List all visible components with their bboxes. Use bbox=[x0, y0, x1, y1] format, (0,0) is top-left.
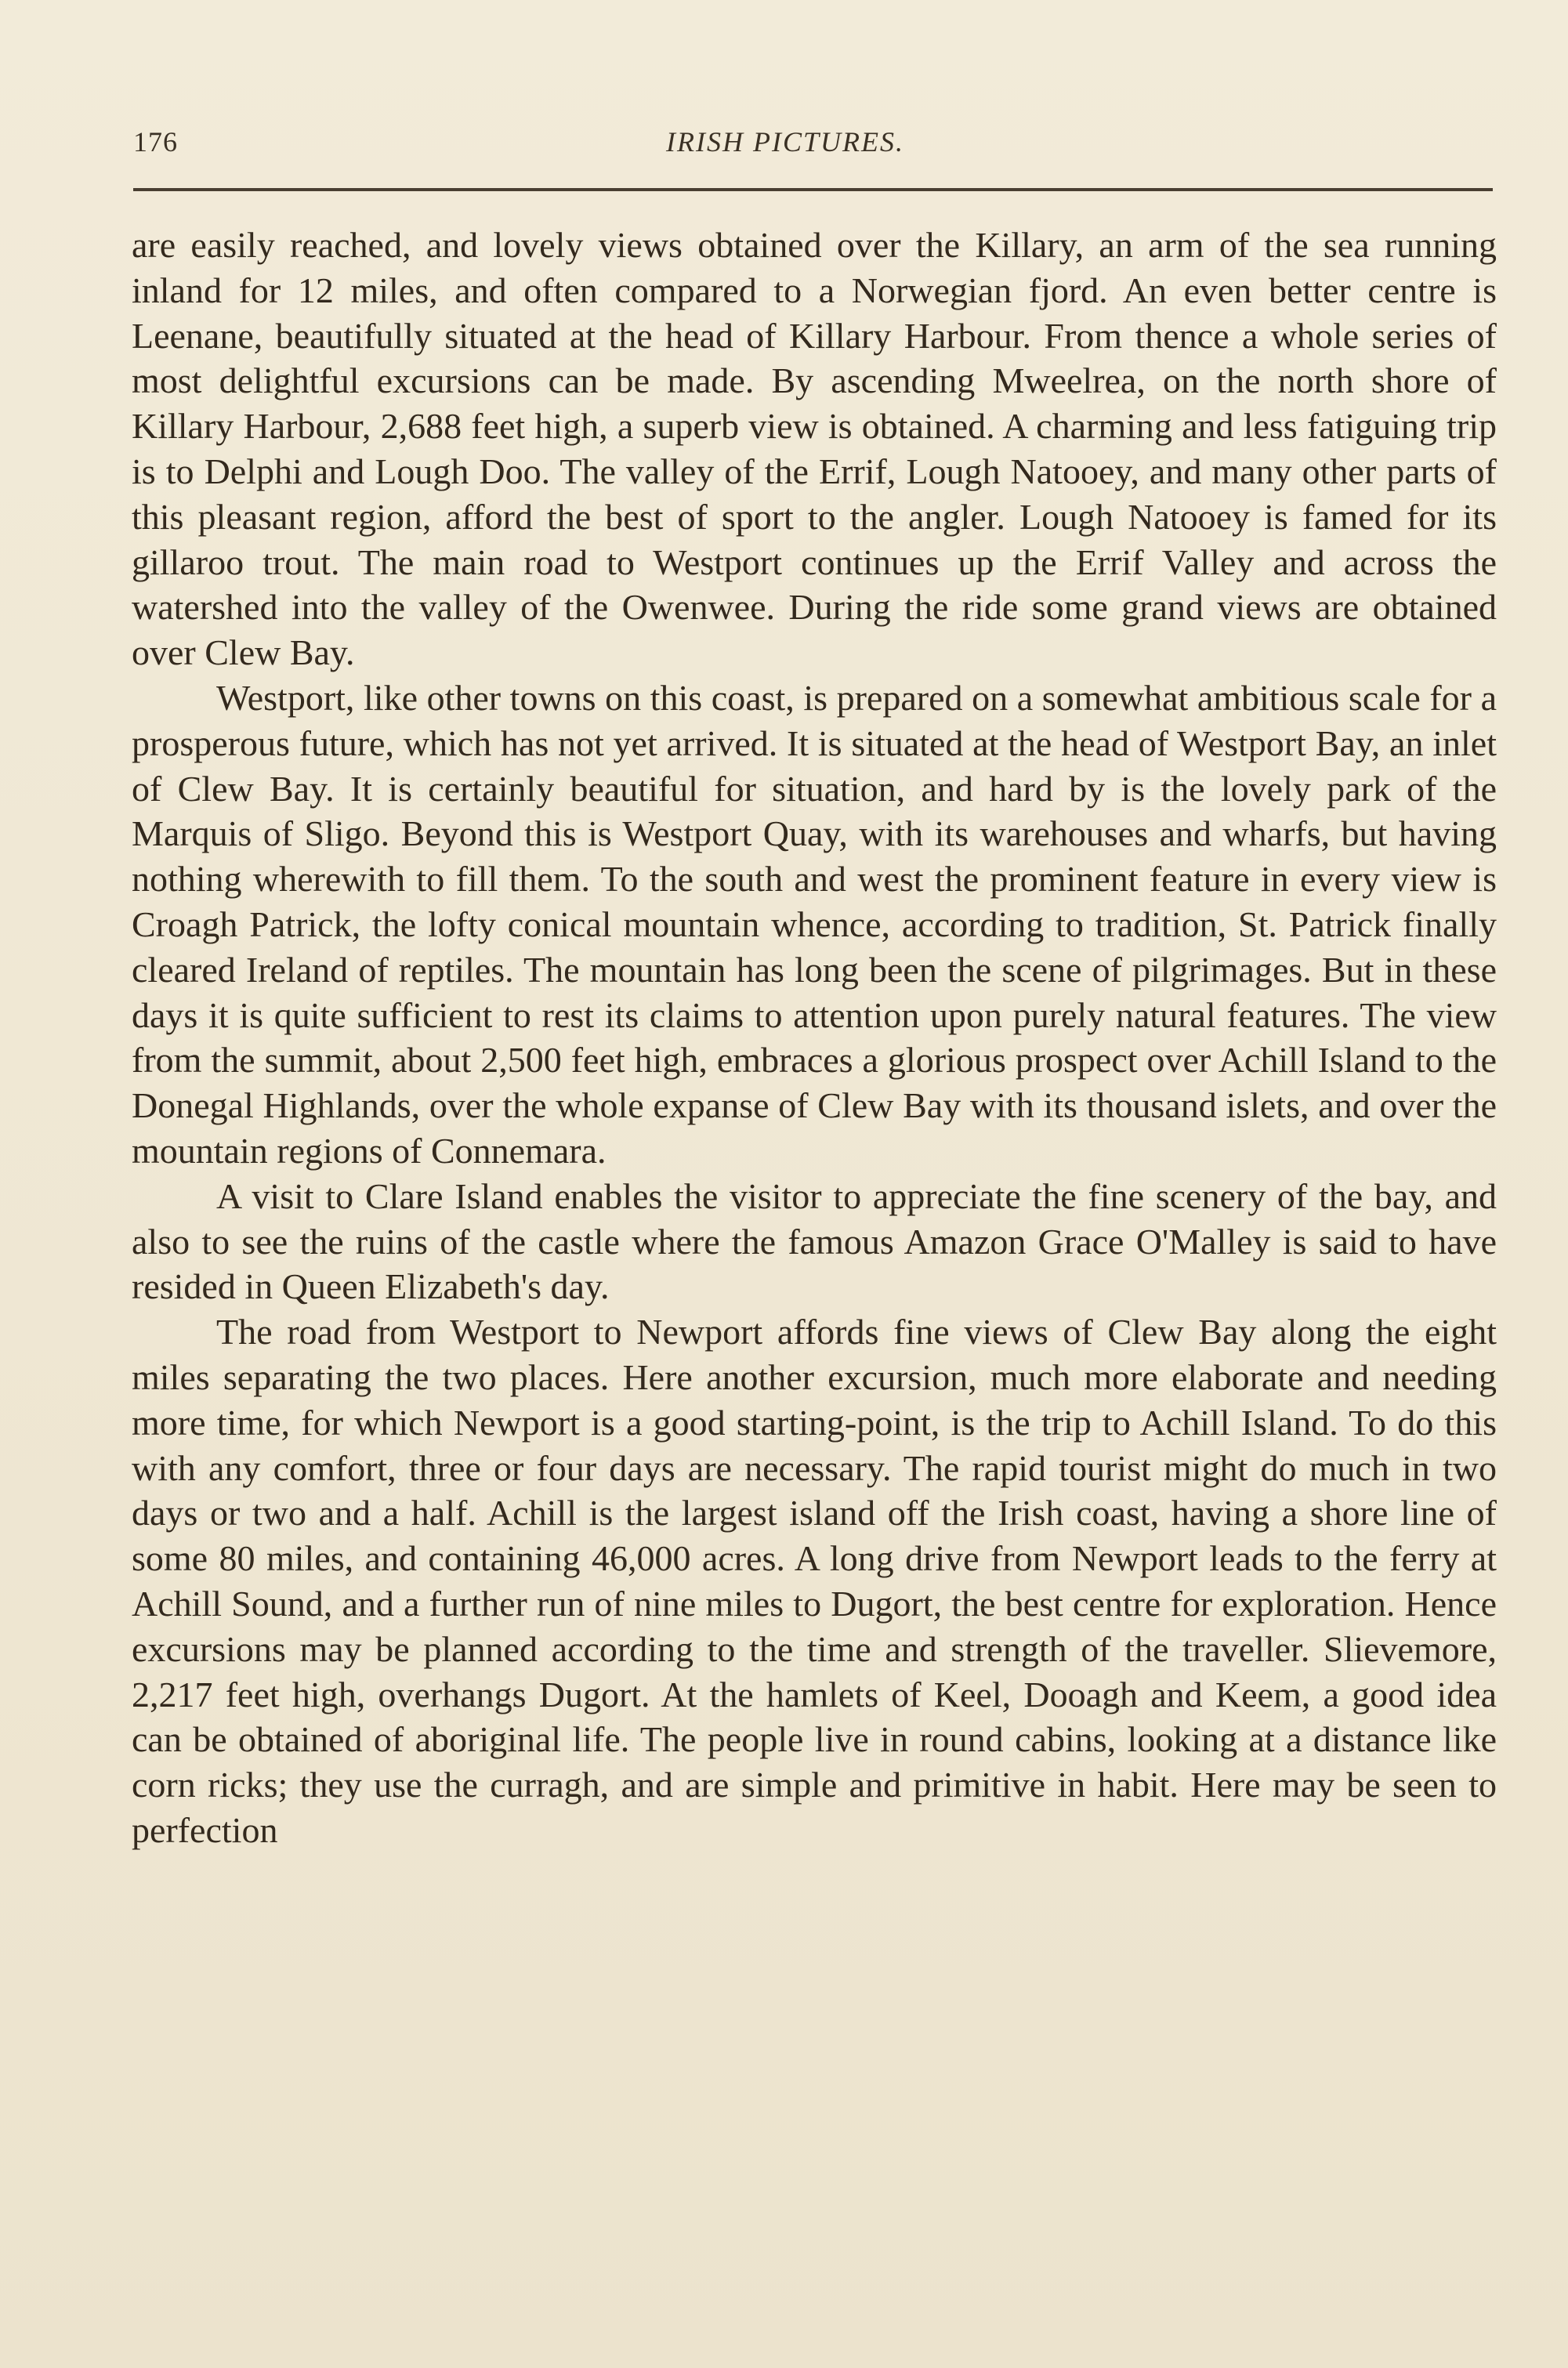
page-number: 176 bbox=[133, 126, 178, 158]
paragraph-westport: Westport, like other towns on this coast, is prepared on a somewhat ambitious scale for a prosperous future, which has not yet arrived. It is situated at the head of Westport Bay, an inlet of Clew Bay. It is certainly beautiful for situation, and hard by is the lovely park of the Marquis of Sligo. Beyond this is Westport Quay, with its warehouses and wharfs, but having nothing wherewith to fill them. To the south and west the prominent feature in every view is Croagh Patrick, the lofty conical mountain whence, according to tradition, St. Patrick finally cleared Ireland of reptiles. The mountain has long been the scene of pilgrimages. But in these days it is quite sufficient to rest its claims to attention upon purely natural features. The view from the summit, about 2,500 feet high, embraces a glorious prospect over Achill Island to the Donegal Highlands, over the whole expanse of Clew Bay with its thousand islets, and over the mountain regions of Connemara. bbox=[132, 677, 1497, 1171]
paragraph-clare-island: A visit to Clare Island enables the visitor to appreciate the fine scenery of the bay, and also to see the ruins of the castle where the famous Amazon Grace O'Malley is said to have resided in Queen Elizabeth's day. bbox=[132, 1175, 1497, 1307]
header-rule bbox=[133, 188, 1493, 191]
paragraph-continued: are easily reached, and lovely views obtained over the Killary, an arm of the sea running inland for 12 miles, and often compared to a Norwegian fjord. An even better centre is Leenane, beautifully situated at the head of Killary Harbour. From thence a whole series of most delightful excursions can be made. By ascending Mweelrea, on the north shore of Killary Harbour, 2,688 feet high, a superb view is obtained. A charming and less fatiguing trip is to Delphi and Lough Doo. The valley of the Errif, Lough Natooey, and many other parts of this pleasant region, afford the best of sport to the angler. Lough Natooey is famed for its gillaroo trout. The main road to Westport continues up the Errif Valley and across the watershed into the valley of the Owenwee. During the ride some grand views are obtained over Clew Bay. bbox=[132, 225, 1497, 673]
running-head: IRISH PICTURES. bbox=[666, 126, 904, 158]
paragraph-newport-achill: The road from Westport to Newport affords fine views of Clew Bay along the eight miles separating the two places. Here another excursion, much more elaborate and needing more time, for which Newport is a good starting-point, is the trip to Achill Island. To do this with any comfort, three or four days are necessary. The rapid tourist might do much in two days or two and a half. Achill is the largest island off the Irish coast, having a shore line of some 80 miles, and containing 46,000 acres. A long drive from Newport leads to the ferry at Achill Sound, and a further run of nine miles to Dugort, the best centre for exploration. Hence excursions may be planned according to the time and strength of the traveller. Slievemore, 2,217 feet high, overhangs Dugort. At the hamlets of Keel, Dooagh and Keem, a good idea can be obtained of aboriginal life. The people live in round cabins, looking at a distance like corn ricks; they use the curragh, and are simple and primitive in habit. Here may be seen to perfection bbox=[132, 1312, 1497, 1850]
body-text bbox=[132, 223, 1497, 1853]
page-header bbox=[133, 125, 1493, 172]
